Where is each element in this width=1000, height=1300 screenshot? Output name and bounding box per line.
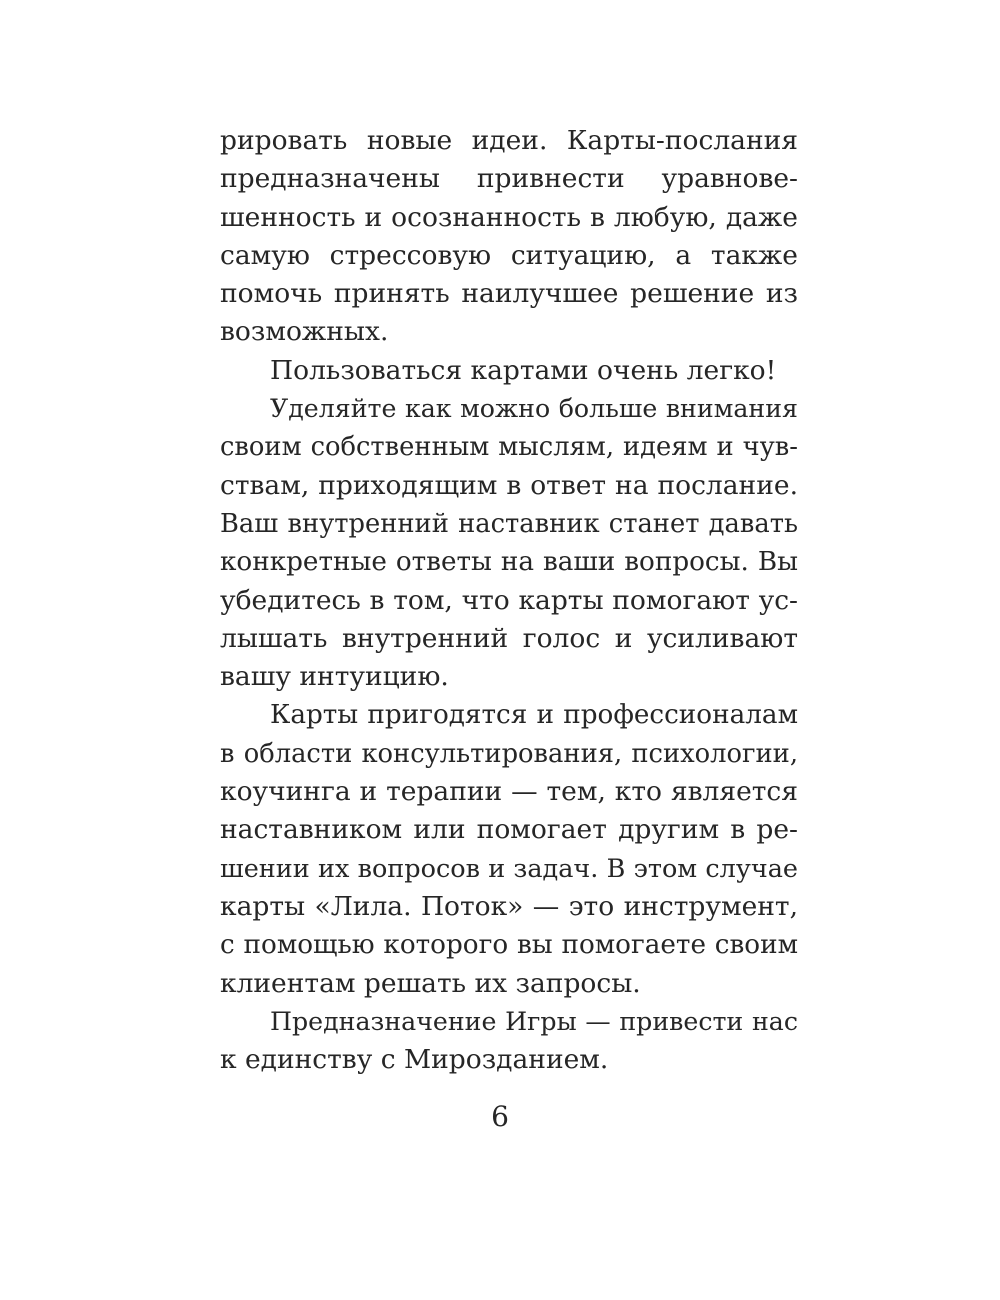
text-line: в области консультирования, психологии, xyxy=(220,738,798,769)
text-line: с помощью которого вы помогаете своим xyxy=(220,930,798,961)
text-line: ствам, приходящим в ответ на послание. xyxy=(220,469,798,501)
page-number: 6 xyxy=(491,1100,509,1133)
text-line: к единству с Мирозданием. xyxy=(220,1044,609,1076)
text-line: помочь принять наилучшее решение из xyxy=(220,278,798,310)
text-line: Карты пригодятся и профессионалам xyxy=(270,700,798,731)
text-line: шении их вопросов и задач. В этом случае xyxy=(220,853,798,884)
text-line: карты «Лила. Поток» — это инструмент, xyxy=(220,890,798,922)
text-line: самую стрессовую ситуацию, а также xyxy=(220,239,798,271)
text-line: своим собственным мыслям, идеям и чув- xyxy=(220,432,798,463)
text-line: шенность и осознанность в любую, даже xyxy=(220,201,798,233)
text-line: предназначены привнести уравнове- xyxy=(220,163,798,195)
text-line: возможных. xyxy=(220,316,389,348)
text-line: лышать внутренний голос и усиливают xyxy=(220,622,798,654)
page-body-text xyxy=(220,122,798,1079)
text-line: Ваш внутренний наставник станет давать xyxy=(220,508,798,539)
text-line: Уделяйте как можно больше внимания xyxy=(270,394,798,424)
text-line: Пользоваться картами очень легко! xyxy=(270,354,777,386)
text-line: клиентам решать их запросы. xyxy=(220,967,641,999)
text-line: вашу интуицию. xyxy=(220,661,449,693)
text-line: наставником или помогает другим в ре- xyxy=(220,814,798,846)
text-line: Предназначение Игры — привести нас xyxy=(270,1006,798,1036)
text-line: рировать новые идеи. Карты-послания xyxy=(220,125,798,156)
text-line: убедитесь в том, что карты помогают ус- xyxy=(220,584,798,616)
text-line: коучинга и терапии — тем, кто является xyxy=(220,776,798,808)
text-line: конкретные ответы на ваши вопросы. Вы xyxy=(220,547,798,578)
